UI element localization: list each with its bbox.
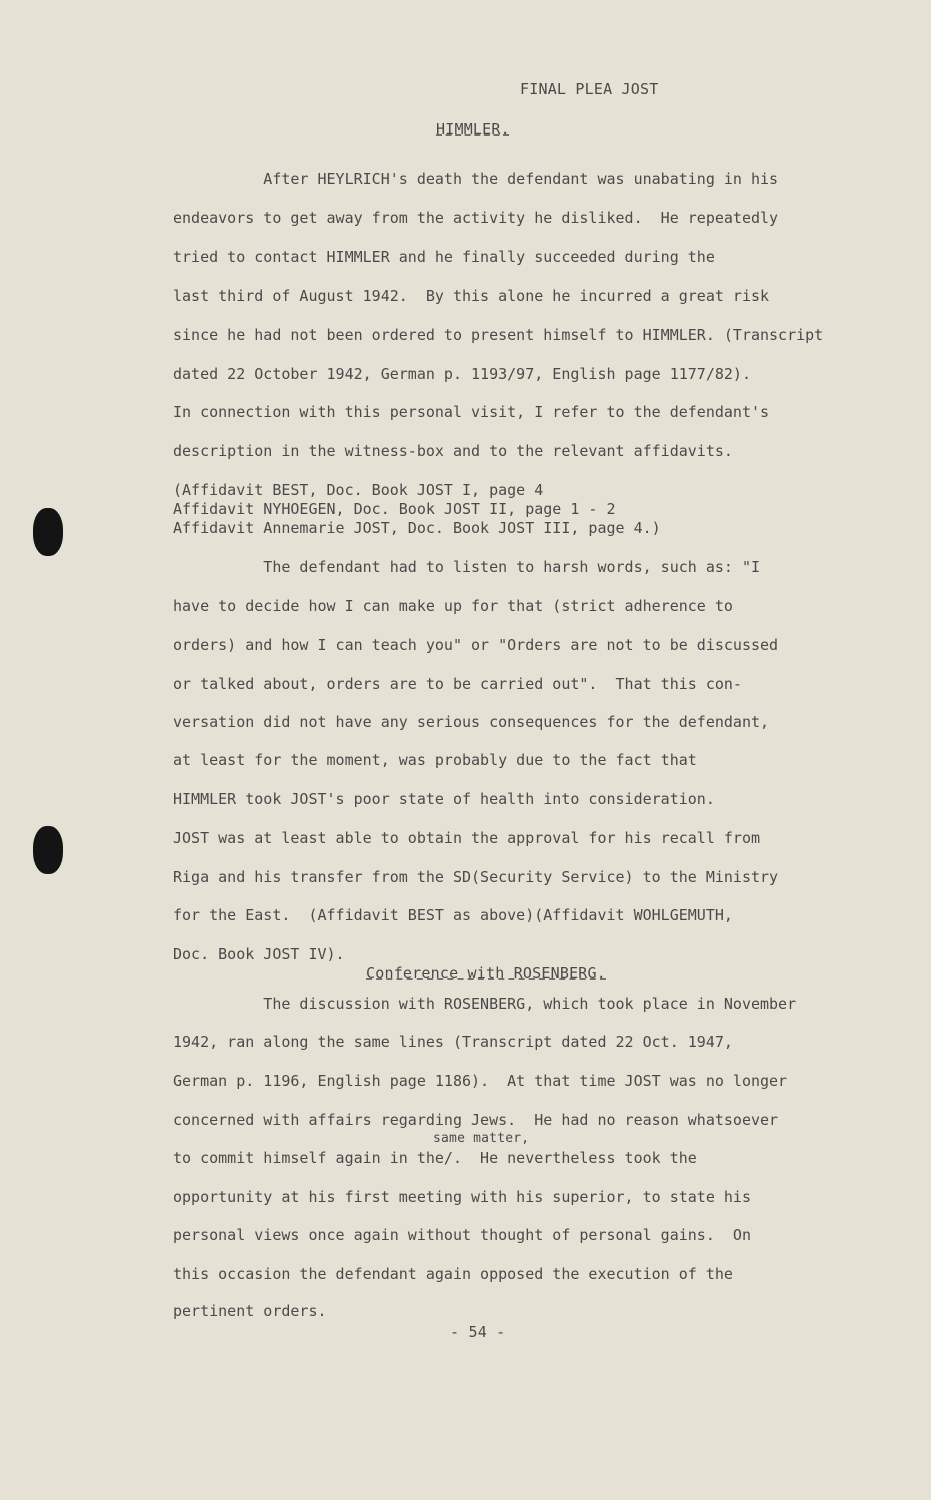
text-line: orders) and how I can teach you" or "Orders are not to be discussed xyxy=(173,636,779,654)
text-line: Doc. Book JOST IV). xyxy=(173,945,345,963)
text-line: at least for the moment, was probably due to the fact that xyxy=(173,751,697,769)
text-line: German p. 1196, English page 1186). At that time JOST was no longer xyxy=(173,1072,788,1090)
text-line: pertinent orders. xyxy=(173,1302,327,1320)
text-line: since he had not been ordered to present himself to HIMMLER. (Transcript xyxy=(173,326,824,344)
text-line: description in the witness-box and to the relevant affidavits. xyxy=(173,442,733,460)
text-line: personal views once again without thought of personal gains. On xyxy=(173,1226,751,1244)
citation-line: (Affidavit BEST, Doc. Book JOST I, page 4 xyxy=(173,481,544,499)
subheading: Conference with ROSENBERG. xyxy=(366,964,606,982)
text-line: 1942, ran along the same lines (Transcript dated 22 Oct. 1947, xyxy=(173,1033,733,1051)
text-line: Riga and his transfer from the SD(Security Service) to the Ministry xyxy=(173,868,779,886)
text-line: to commit himself again in the/. He nevertheless took the xyxy=(173,1149,697,1167)
text-line: this occasion the defendant again opposed the execution of the xyxy=(173,1265,733,1283)
text-line: The discussion with ROSENBERG, which took place in November xyxy=(173,995,797,1013)
text-line: for the East. (Affidavit BEST as above)(Affidavit WOHLGEMUTH, xyxy=(173,906,733,924)
text-line: or talked about, orders are to be carried out". That this con- xyxy=(173,675,742,693)
text-line: last third of August 1942. By this alone he incurred a great risk xyxy=(173,287,770,305)
text-line: versation did not have any serious consequences for the defendant, xyxy=(173,713,770,731)
text-line: After HEYLRICH's death the defendant was unabating in his xyxy=(173,170,779,188)
text-line: opportunity at his first meeting with his superior, to state his xyxy=(173,1188,751,1206)
page-header: FINAL PLEA JOST xyxy=(520,80,659,98)
interlinear-insertion: same matter, xyxy=(433,1131,530,1146)
punch-hole xyxy=(33,508,63,556)
page-number: - 54 - xyxy=(450,1323,506,1341)
text-line: JOST was at least able to obtain the approval for his recall from xyxy=(173,829,760,847)
punch-hole xyxy=(33,826,63,874)
text-line: concerned with affairs regarding Jews. He had no reason whatsoever xyxy=(173,1111,779,1129)
text-line: In connection with this personal visit, I refer to the defendant's xyxy=(173,403,770,421)
text-line: endeavors to get away from the activity he disliked. He repeatedly xyxy=(173,209,779,227)
text-line: The defendant had to listen to harsh words, such as: "I xyxy=(173,558,760,576)
citation-line: Affidavit Annemarie JOST, Doc. Book JOST III, page 4.) xyxy=(173,519,661,537)
text-line: HIMMLER took JOST's poor state of health into consideration. xyxy=(173,790,715,808)
section-title: HIMMLER. xyxy=(436,120,510,138)
citation-line: Affidavit NYHOEGEN, Doc. Book JOST II, page 1 - 2 xyxy=(173,500,616,518)
text-line: have to decide how I can make up for that (strict adherence to xyxy=(173,597,733,615)
text-line: tried to contact HIMMLER and he finally succeeded during the xyxy=(173,248,715,266)
text-line: dated 22 October 1942, German p. 1193/97, English page 1177/82). xyxy=(173,365,751,383)
